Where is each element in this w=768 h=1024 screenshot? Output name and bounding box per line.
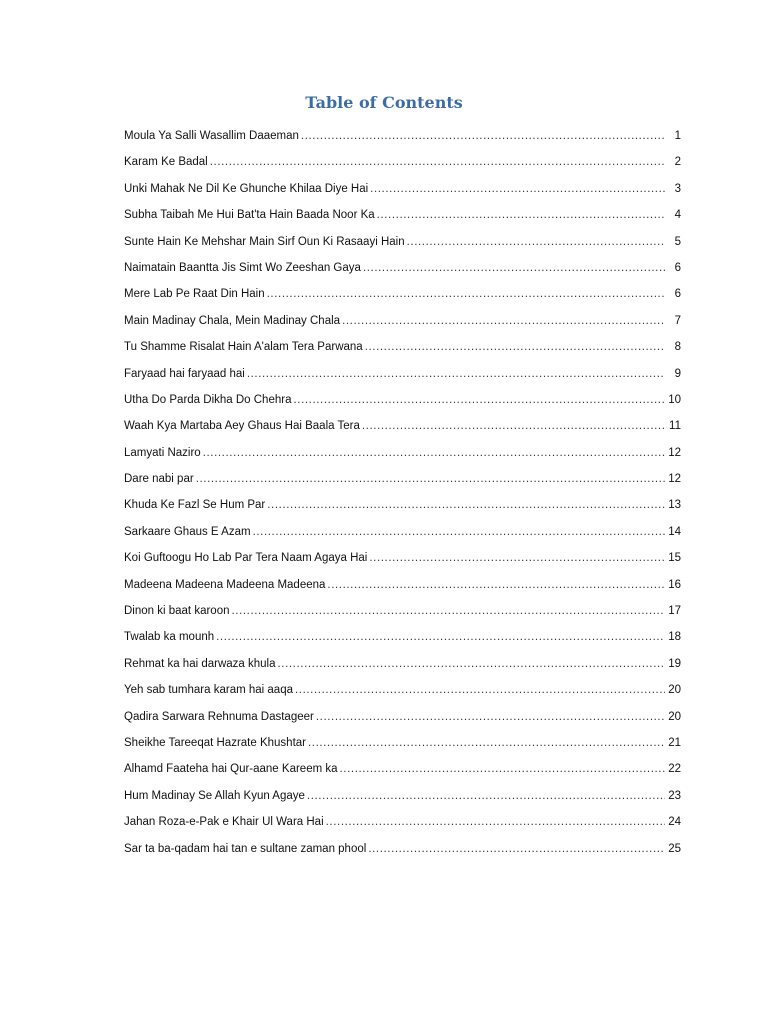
toc-entry[interactable] <box>124 707 681 733</box>
toc-entry[interactable] <box>124 205 681 231</box>
toc-entry-title: Dinon ki baat karoon <box>124 605 230 618</box>
toc-entry[interactable] <box>124 680 681 706</box>
toc-entry-title: Koi Guftoogu Ho Lab Par Tera Naam Agaya Hai <box>124 552 368 565</box>
toc-entry-page-number: 19 <box>668 657 681 670</box>
toc-entry[interactable] <box>124 126 681 152</box>
toc-entry[interactable] <box>124 311 681 337</box>
toc-entry-title: Sar ta ba-qadam hai tan e sultane zaman phool <box>124 842 367 855</box>
toc-entry[interactable] <box>124 232 681 258</box>
toc-dot-leader <box>362 416 665 436</box>
toc-entry-page-number: 6 <box>674 288 681 301</box>
toc-entry-page-number: 15 <box>668 552 681 565</box>
toc-entry[interactable] <box>124 733 681 759</box>
toc-entry-title: Faryaad hai faryaad hai <box>124 367 245 380</box>
toc-entry-title: Sunte Hain Ke Mehshar Main Sirf Oun Ki Rasaayi Hain <box>124 235 405 248</box>
toc-entry[interactable] <box>124 522 681 548</box>
toc-entry-page-number: 18 <box>668 631 681 644</box>
toc-entry-page-number: 2 <box>674 156 681 169</box>
toc-entry-page-number: 23 <box>668 789 681 802</box>
toc-entry-page-number: 4 <box>674 209 681 222</box>
toc-dot-leader <box>278 654 666 674</box>
toc-dot-leader <box>370 179 665 199</box>
toc-entry-title: Madeena Madeena Madeena Madeena <box>124 578 326 591</box>
toc-entry-title: Qadira Sarwara Rehnuma Dastageer <box>124 710 314 723</box>
toc-entry-page-number: 10 <box>668 393 681 406</box>
toc-entry[interactable] <box>124 575 681 601</box>
toc-entry-title: Alhamd Faateha hai Qur-aane Kareem ka <box>124 763 338 776</box>
toc-entry-page-number: 5 <box>674 235 681 248</box>
toc-entry[interactable] <box>124 390 681 416</box>
toc-entry[interactable] <box>124 337 681 363</box>
toc-entry[interactable] <box>124 759 681 785</box>
toc-dot-leader <box>267 284 665 304</box>
toc-entry-page-number: 8 <box>674 341 681 354</box>
toc-dot-leader <box>307 786 665 806</box>
toc-entry[interactable] <box>124 469 681 495</box>
toc-entry-title: Waah Kya Martaba Aey Ghaus Hai Baala Tera <box>124 420 360 433</box>
toc-dot-leader <box>210 152 665 172</box>
toc-entry-page-number: 13 <box>668 499 681 512</box>
toc-dot-leader <box>216 627 665 647</box>
toc-entry-page-number: 6 <box>674 261 681 274</box>
toc-entry[interactable] <box>124 443 681 469</box>
toc-entry-title: Jahan Roza-e-Pak e Khair Ul Wara Hai <box>124 816 324 829</box>
toc-entry-page-number: 14 <box>668 525 681 538</box>
toc-dot-leader <box>377 205 665 225</box>
toc-dot-leader <box>295 680 665 700</box>
toc-entry[interactable] <box>124 601 681 627</box>
toc-entry-title: Karam Ke Badal <box>124 156 208 169</box>
toc-entry[interactable] <box>124 839 681 865</box>
toc-entry-title: Mere Lab Pe Raat Din Hain <box>124 288 265 301</box>
toc-entry-page-number: 24 <box>668 816 681 829</box>
toc-dot-leader <box>368 839 665 859</box>
toc-dot-leader <box>308 733 665 753</box>
toc-entry-title: Hum Madinay Se Allah Kyun Agaye <box>124 789 305 802</box>
toc-dot-leader <box>407 232 665 252</box>
toc-entry-page-number: 22 <box>668 763 681 776</box>
toc-entry-title: Khuda Ke Fazl Se Hum Par <box>124 499 266 512</box>
toc-entry-page-number: 12 <box>668 446 681 459</box>
toc-dot-leader <box>231 601 665 621</box>
toc-entry-title: Yeh sab tumhara karam hai aaqa <box>124 684 293 697</box>
toc-dot-leader <box>267 495 665 515</box>
toc-entry-title: Moula Ya Salli Wasallim Daaeman <box>124 130 299 142</box>
toc-entry-title: Dare nabi par <box>124 473 194 486</box>
toc-entry[interactable] <box>124 654 681 680</box>
toc-dot-leader <box>247 364 665 384</box>
toc-entry-title: Utha Do Parda Dikha Do Chehra <box>124 393 292 406</box>
toc-entry-title: Rehmat ka hai darwaza khula <box>124 657 276 670</box>
toc-entry-title: Twalab ka mounh <box>124 631 215 644</box>
toc-entry-page-number: 3 <box>674 182 681 195</box>
toc-entry[interactable] <box>124 548 681 574</box>
toc-entry[interactable] <box>124 179 681 205</box>
toc-entry[interactable] <box>124 416 681 442</box>
toc-dot-leader <box>342 311 665 331</box>
toc-entry-title: Subha Taibah Me Hui Bat'ta Hain Baada Noor Ka <box>124 209 375 222</box>
toc-entry-page-number: 20 <box>668 684 681 697</box>
toc-entry[interactable] <box>124 258 681 284</box>
toc-dot-leader <box>327 575 665 595</box>
toc-entry-page-number: 12 <box>668 473 681 486</box>
toc-dot-leader <box>365 337 665 357</box>
toc-entry-page-number: 16 <box>668 578 681 591</box>
toc-dot-leader <box>316 707 665 727</box>
toc-dot-leader <box>253 522 665 542</box>
toc-entry-page-number: 9 <box>674 367 681 380</box>
toc-heading: Table of Contents <box>305 93 463 112</box>
toc-dot-leader <box>301 126 665 146</box>
toc-entry[interactable] <box>124 627 681 653</box>
toc-entry-title: Naimatain Baantta Jis Simt Wo Zeeshan Gaya <box>124 261 361 274</box>
toc-entry-page-number: 25 <box>668 842 681 855</box>
toc-dot-leader <box>203 443 665 463</box>
toc-dot-leader <box>369 548 665 568</box>
toc-entry-title: Sheikhe Tareeqat Hazrate Khushtar <box>124 736 306 749</box>
toc-entry-title: Unki Mahak Ne Dil Ke Ghunche Khilaa Diye Hai <box>124 182 369 195</box>
toc-dot-leader <box>293 390 665 410</box>
toc-entry-title: Sarkaare Ghaus E Azam <box>124 525 251 538</box>
toc-entry-title: Main Madinay Chala, Mein Madinay Chala <box>124 314 341 327</box>
toc-entry-page-number: 11 <box>669 420 681 433</box>
toc-entry-title: Tu Shamme Risalat Hain A'alam Tera Parwana <box>124 341 363 354</box>
toc-entry-page-number: 17 <box>668 605 681 618</box>
toc-list <box>124 126 681 865</box>
toc-entry[interactable] <box>124 152 681 178</box>
toc-entry-page-number: 20 <box>668 710 681 723</box>
toc-entry[interactable] <box>124 495 681 521</box>
toc-entry[interactable] <box>124 364 681 390</box>
toc-dot-leader <box>363 258 665 278</box>
toc-dot-leader <box>340 759 665 779</box>
toc-entry[interactable] <box>124 786 681 812</box>
toc-entry-title: Lamyati Naziro <box>124 446 201 459</box>
toc-entry-page-number: 7 <box>674 314 681 327</box>
toc-dot-leader <box>326 812 665 832</box>
toc-entry-page-number: 21 <box>668 736 681 749</box>
toc-dot-leader <box>196 469 665 489</box>
toc-entry[interactable] <box>124 284 681 310</box>
toc-entry-page-number: 1 <box>674 130 681 142</box>
toc-entry[interactable] <box>124 812 681 838</box>
